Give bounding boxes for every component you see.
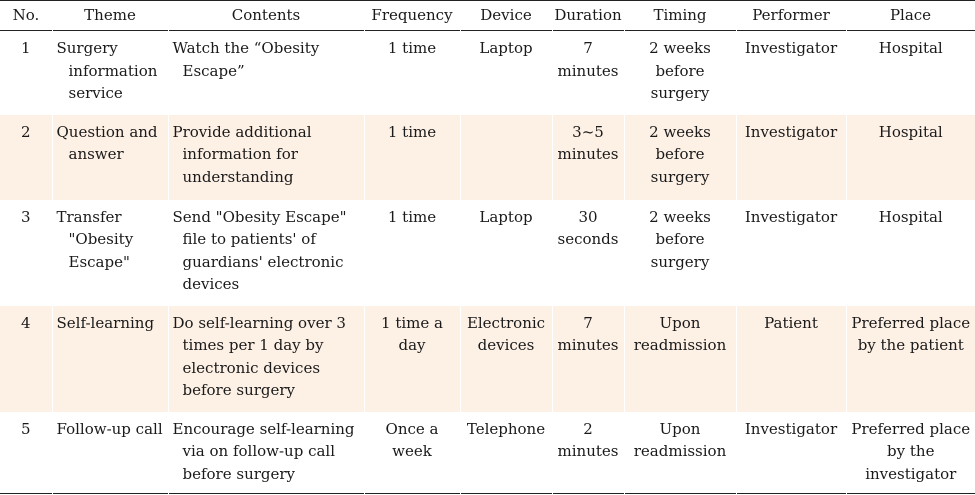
table-row [0, 306, 975, 412]
col-header-frequency: Frequency [371, 6, 453, 25]
col-header-performer: Performer [752, 6, 830, 25]
cell-theme: Self-learning [52, 306, 168, 412]
cell-frequency: 1 time a day [364, 306, 460, 412]
cell-performer: Investigator [736, 31, 846, 115]
cell-timing: 2 weeks before surgery [624, 115, 736, 200]
cell-theme: Question and answer [52, 115, 168, 200]
col-header-duration: Duration [554, 6, 622, 25]
cell-duration: 30 seconds [552, 200, 624, 306]
cell-device [460, 115, 552, 200]
cell-frequency: Once a week [364, 412, 460, 494]
cell-duration: 3~5 minutes [552, 115, 624, 200]
col-header-device: Device [480, 6, 532, 25]
cell-device: Electronic devices [460, 306, 552, 412]
cell-device: Telephone [460, 412, 552, 494]
col-header-no: No. [12, 6, 40, 25]
cell-contents: Watch the “Obesity Escape” [168, 31, 364, 115]
cell-place: Preferred place by the patient [846, 306, 975, 412]
cell-contents: Provide additional information for understanding [168, 115, 364, 200]
table-row [0, 31, 975, 115]
cell-theme: Follow-up call [52, 412, 168, 494]
cell-timing: 2 weeks before surgery [624, 31, 736, 115]
cell-no: 3 [20, 207, 31, 226]
cell-theme: Transfer "Obesity Escape" [52, 200, 168, 306]
cell-performer: Patient [736, 306, 846, 412]
cell-theme: Surgery information service [52, 31, 168, 115]
cell-contents: Send "Obesity Escape" file to patients' of guardians' electronic devices [168, 200, 364, 306]
cell-device: Laptop [460, 200, 552, 306]
cell-timing: Upon readmission [624, 412, 736, 494]
cell-place: Hospital [846, 115, 975, 200]
cell-contents: Do self-learning over 3 times per 1 day by electronic devices before surgery [168, 306, 364, 412]
cell-place: Hospital [846, 200, 975, 306]
table-row [0, 115, 975, 200]
cell-no: 1 [20, 39, 31, 57]
table-row [0, 200, 975, 306]
cell-frequency: 1 time [364, 115, 460, 200]
cell-performer: Investigator [736, 412, 846, 494]
header-row [0, 1, 975, 31]
cell-duration: 7 minutes [552, 31, 624, 115]
cell-device: Laptop [460, 31, 552, 115]
table-row [0, 412, 975, 494]
cell-place: Preferred place by the investigator [846, 412, 975, 494]
cell-contents: Encourage self-learning via on follow-up call before surgery [168, 412, 364, 494]
cell-performer: Investigator [736, 115, 846, 200]
cell-no: 2 [0, 115, 52, 200]
cell-no: 5 [20, 419, 31, 438]
cell-timing: Upon readmission [624, 306, 736, 412]
cell-place: Hospital [846, 31, 975, 115]
cell-performer: Investigator [736, 200, 846, 306]
col-header-place: Place [889, 6, 932, 25]
cell-frequency: 1 time [364, 200, 460, 306]
col-header-timing: Timing [653, 6, 707, 25]
col-header-theme: Theme [84, 6, 136, 25]
cell-duration: 7 minutes [552, 306, 624, 412]
cell-timing: 2 weeks before surgery [624, 200, 736, 306]
cell-frequency: 1 time [364, 31, 460, 115]
col-header-contents: Contents [231, 6, 301, 25]
cell-no: 4 [0, 306, 52, 412]
cell-duration: 2 minutes [552, 412, 624, 494]
